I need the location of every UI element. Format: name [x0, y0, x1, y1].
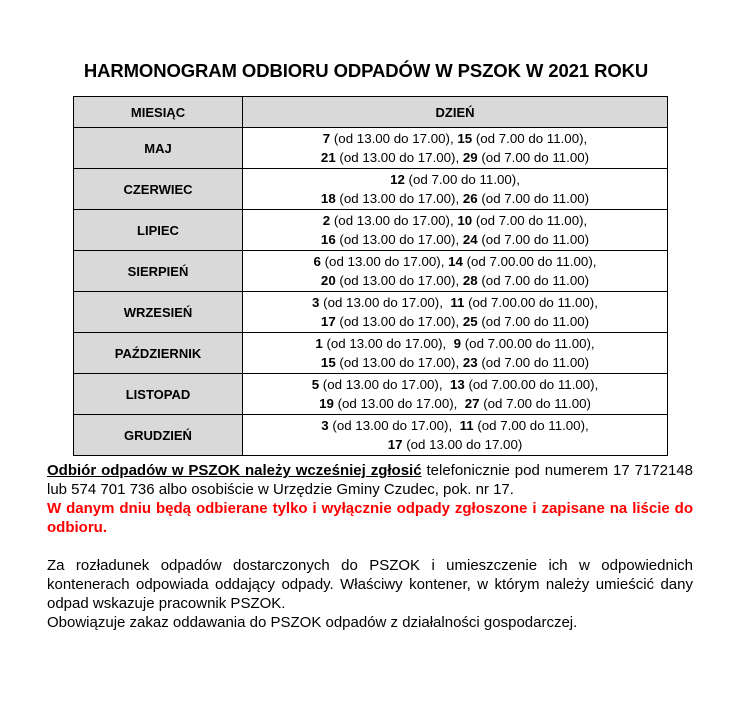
time-range: (od 13.00 do 17.00), [333, 396, 465, 411]
table-row [74, 415, 668, 456]
days-cell [243, 333, 668, 374]
time-range: (od 7.00 do 11.00) [477, 150, 590, 165]
days-cell [243, 210, 668, 251]
time-range: (od 13.00 do 17.00), [330, 213, 458, 228]
table-row [74, 251, 668, 292]
month-cell: PAŹDZIERNIK [74, 333, 243, 374]
day-number: 13 [449, 377, 465, 392]
time-range: (od 13.00 do 17.00), [320, 254, 449, 269]
day-number: 19 [319, 396, 334, 411]
time-range: (od 13.00 do 17.00) [402, 437, 523, 452]
registration-note-emphasis: Odbiór odpadów w PSZOK należy wcześniej zgłosić [47, 462, 422, 479]
time-range: (od 13.00 do 17.00), [319, 295, 451, 310]
time-range: (od 7.00 do 11.00) [477, 355, 590, 370]
day-number: 25 [462, 314, 478, 329]
day-number: 27 [464, 396, 480, 411]
days-line [243, 435, 667, 454]
day-number: 12 [390, 172, 405, 187]
days-cell [243, 169, 668, 210]
days-line [243, 353, 667, 372]
days-line [243, 129, 667, 148]
registration-note [47, 461, 693, 499]
time-range: (od 7.00 do 11.00), [472, 131, 588, 146]
time-range: (od 7.00 do 11.00) [477, 273, 590, 288]
time-range: (od 7.00.00 do 11.00), [462, 254, 597, 269]
day-number: 14 [448, 254, 463, 269]
day-number: 15 [457, 131, 473, 146]
column-header-month: MIESIĄC [74, 97, 243, 128]
days-line [243, 170, 667, 189]
time-range: (od 7.00 do 11.00), [473, 418, 589, 433]
day-number: 3 [321, 418, 329, 433]
day-number: 9 [453, 336, 462, 351]
month-cell: LIPIEC [74, 210, 243, 251]
days-line [243, 312, 667, 331]
day-number: 26 [462, 191, 478, 206]
day-number: 6 [313, 254, 321, 269]
days-line [243, 211, 667, 230]
time-range: (od 13.00 do 17.00), [322, 336, 454, 351]
time-range: (od 7.00 do 11.00) [477, 191, 590, 206]
time-range: (od 13.00 do 17.00), [330, 131, 458, 146]
time-range: (od 13.00 do 17.00), [328, 418, 460, 433]
day-number: 23 [462, 355, 478, 370]
days-line [243, 252, 667, 271]
day-number: 10 [457, 213, 473, 228]
time-range: (od 13.00 do 17.00), [335, 355, 463, 370]
day-number: 20 [320, 273, 336, 288]
time-range: (od 13.00 do 17.00), [335, 273, 463, 288]
day-number: 5 [311, 377, 320, 392]
day-number: 17 [387, 437, 403, 452]
day-number: 18 [320, 191, 336, 206]
time-range: (od 7.00.00 do 11.00), [464, 377, 599, 392]
notes-section [47, 461, 693, 632]
day-number: 7 [322, 131, 331, 146]
day-number: 28 [462, 273, 478, 288]
month-cell: WRZESIEŃ [74, 292, 243, 333]
days-line [243, 230, 667, 249]
day-number: 3 [312, 295, 320, 310]
days-line [243, 189, 667, 208]
days-line [243, 334, 667, 353]
day-number: 1 [315, 336, 323, 351]
time-range: (od 13.00 do 17.00), [335, 191, 463, 206]
time-range: (od 7.00.00 do 11.00), [461, 336, 595, 351]
business-waste-note: Obowiązuje zakaz oddawania do PSZOK odpadów z działalności gospodarczej. [47, 614, 578, 631]
day-number: 29 [462, 150, 478, 165]
day-number: 11 [459, 418, 474, 433]
schedule-table [73, 96, 668, 456]
time-range: (od 7.00.00 do 11.00), [464, 295, 598, 310]
days-line [243, 375, 667, 394]
day-number: 17 [320, 314, 336, 329]
days-cell [243, 292, 668, 333]
month-cell: GRUDZIEŃ [74, 415, 243, 456]
time-range: (od 13.00 do 17.00), [319, 377, 450, 392]
time-range: (od 7.00 do 11.00) [477, 232, 590, 247]
table-row [74, 210, 668, 251]
unloading-note: Za rozładunek odpadów dostarczonych do PSZOK i umieszczenie ich w odpowiednich kontenerach odpowiada oddający odpady. Właściwy kontener, w którym należy umieścić dany odpad wskazuje pracownik PSZOK. [47, 557, 693, 612]
day-number: 2 [322, 213, 331, 228]
days-cell [243, 374, 668, 415]
month-cell: SIERPIEŃ [74, 251, 243, 292]
page-title: HARMONOGRAM ODBIORU ODPADÓW W PSZOK W 2021 ROKU [83, 60, 649, 81]
warning-note-text: W danym dniu będą odbierane tylko i wyłącznie odpady zgłoszone i zapisane na liście do odbioru. [47, 500, 693, 536]
table-row [74, 169, 668, 210]
day-number: 21 [320, 150, 336, 165]
time-range: (od 7.00 do 11.00), [472, 213, 588, 228]
month-cell: MAJ [74, 128, 243, 169]
days-cell [243, 415, 668, 456]
table-header-row [74, 97, 668, 128]
days-line [243, 148, 667, 167]
registration-note-text: telefonicznie pod numerem 17 7172148 lub 574 701 736 albo osobiście w Urzędzie Gminy Czudec, pok. nr 17. [47, 462, 693, 498]
days-line [243, 271, 667, 290]
time-range: (od 13.00 do 17.00), [335, 232, 463, 247]
time-range: (od 7.00 do 11.00) [479, 396, 591, 411]
day-number: 24 [462, 232, 478, 247]
days-cell [243, 128, 668, 169]
day-number: 11 [450, 295, 465, 310]
column-header-day: DZIEŃ [243, 97, 668, 128]
days-cell [243, 251, 668, 292]
month-cell: CZERWIEC [74, 169, 243, 210]
time-range: (od 7.00 do 11.00) [477, 314, 590, 329]
table-row [74, 128, 668, 169]
table-row [74, 333, 668, 374]
table-row [74, 374, 668, 415]
month-cell: LISTOPAD [74, 374, 243, 415]
day-number: 15 [320, 355, 336, 370]
time-range: (od 13.00 do 17.00), [335, 314, 463, 329]
time-range: (od 7.00 do 11.00), [404, 172, 520, 187]
days-line [243, 293, 667, 312]
days-line [243, 416, 667, 435]
warning-note [47, 499, 693, 537]
day-number: 16 [320, 232, 336, 247]
days-line [243, 394, 667, 413]
time-range: (od 13.00 do 17.00), [335, 150, 463, 165]
table-row [74, 292, 668, 333]
